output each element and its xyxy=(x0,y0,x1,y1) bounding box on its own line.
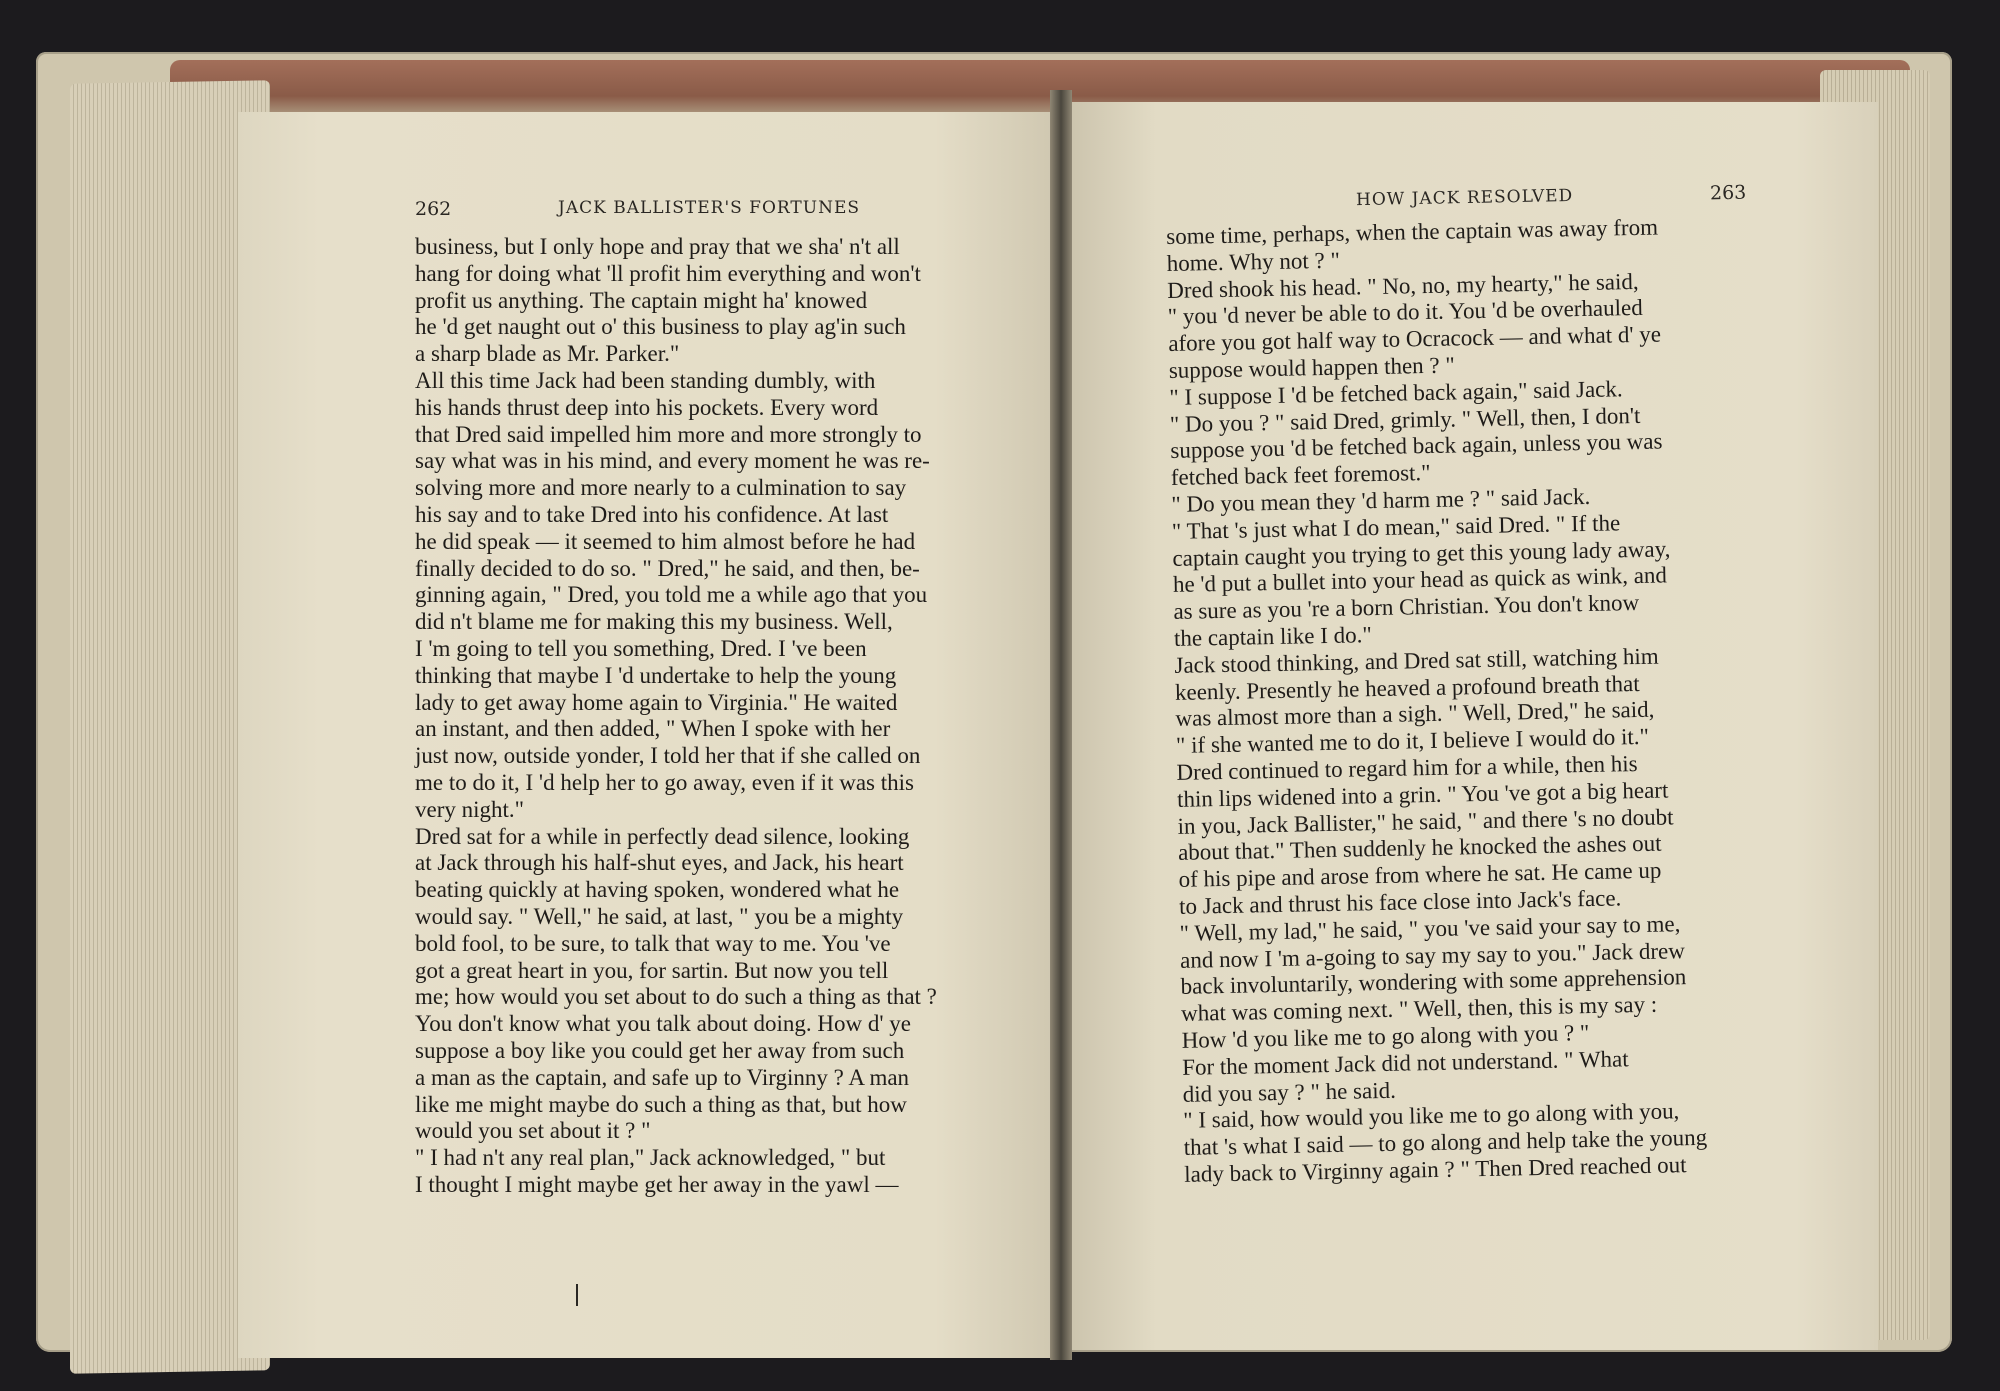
text-line: thin lips widened into a grin. " You 've got a big heart xyxy=(1176,777,1669,812)
text-line: All this time Jack had been standing dumbly, with xyxy=(415,367,876,393)
text-line: business, but I only hope and pray that we sha' n't all xyxy=(415,234,900,259)
text-line: home. Why not ? " xyxy=(1166,247,1341,276)
right-page-text xyxy=(1166,213,1759,1189)
text-line: Dred sat for a while in perfectly dead silence, looking xyxy=(415,823,910,849)
text-line: How 'd you like me to go along with you ? " xyxy=(1181,1019,1590,1053)
text-line: suppose a boy like you could get her away from such xyxy=(415,1037,905,1063)
text-line: lady back to Virginny again ? " Then Dred reached out xyxy=(1184,1152,1687,1187)
text-line: I 'm going to tell you something, Dred. I 've been xyxy=(415,635,867,661)
text-line: " Do you ? " said Dred, grimly. " Well, then, I don't xyxy=(1169,402,1641,437)
text-line: a sharp blade as Mr. Parker." xyxy=(415,341,680,367)
text-line: " you 'd never be able to do it. You 'd be overhauled xyxy=(1167,295,1643,330)
text-line: say what was in his mind, and every moment he was re- xyxy=(415,448,930,474)
text-line: thinking that maybe I 'd undertake to help the young xyxy=(415,662,897,688)
text-line: solving more and more nearly to a culmination to say xyxy=(415,475,907,501)
text-line: would you set about it ? " xyxy=(415,1118,651,1144)
text-line: his hands thrust deep into his pockets. Every word xyxy=(415,394,879,420)
left-page-text xyxy=(415,234,995,1199)
printer-mark xyxy=(576,1284,578,1306)
text-line: did n't blame me for making this my business. Well, xyxy=(415,609,893,635)
text-line: " Well, my lad," he said, " you 've said your say to me, xyxy=(1179,910,1681,946)
text-line: ginning again, " Dred, you told me a while ago that you xyxy=(415,582,928,608)
text-line: the captain like I do." xyxy=(1173,622,1372,651)
text-line: very night." xyxy=(415,796,525,822)
text-line: afore you got half way to Ocracock — and what d' ye xyxy=(1168,321,1662,357)
text-line: he 'd get naught out o' this business to play ag'in such xyxy=(415,314,906,340)
text-line: that 's what I said — to go along and help take the young xyxy=(1183,1124,1708,1160)
text-line: he 'd put a bullet into your head as quick as wink, and xyxy=(1172,562,1668,598)
right-page-number: 263 xyxy=(1709,181,1747,205)
text-line: suppose you 'd be fetched back again, unless you was xyxy=(1170,428,1663,464)
text-line: of his pipe and arose from where he sat. He came up xyxy=(1178,857,1662,893)
text-line: at Jack through his half-shut eyes, and Jack, his heart xyxy=(415,850,904,876)
text-line: You don't know what you talk about doing. How d' ye xyxy=(415,1011,911,1037)
left-page-number: 262 xyxy=(415,198,452,220)
text-line: bold fool, to be sure, to talk that way to me. You 've xyxy=(415,930,891,956)
left-running-head: JACK BALLISTER'S FORTUNES xyxy=(558,198,861,218)
text-line: suppose would happen then ? " xyxy=(1168,352,1455,383)
text-line: captain caught you trying to get this young lady away, xyxy=(1172,535,1671,571)
text-line: back involuntarily, wondering with some apprehension xyxy=(1180,964,1687,1000)
text-line: as sure as you 're a born Christian. You don't know xyxy=(1173,590,1640,625)
text-line: keenly. Presently he heaved a profound breath that xyxy=(1174,670,1640,705)
text-line: about that." Then suddenly he knocked the ashes out xyxy=(1177,830,1662,866)
text-line: would say. " Well," he said, at last, " you be a mighty xyxy=(415,903,904,929)
text-line: what was coming next. " Well, then, this is my say : xyxy=(1180,991,1658,1026)
text-line: Dred shook his head. " No, no, my hearty," he said, xyxy=(1167,268,1639,303)
text-line: and now I 'm a-going to say my say to you." Jack drew xyxy=(1179,937,1686,973)
text-line: an instant, and then added, " When I spoke with her xyxy=(415,716,891,742)
text-line: hang for doing what 'll profit him everything and won't xyxy=(415,260,921,286)
text-line: me to do it, I 'd help her to go away, even if it was this xyxy=(415,769,914,795)
text-line: " I said, how would you like me to go along with you, xyxy=(1182,1098,1680,1134)
text-line: a man as the captain, and safe up to Virginny ? A man xyxy=(415,1064,910,1090)
text-line: " Do you mean they 'd harm me ? " said Jack. xyxy=(1171,483,1591,517)
text-line: beating quickly at having spoken, wondered what he xyxy=(415,877,900,903)
text-line: was almost more than a sigh. " Well, Dred," he said, xyxy=(1175,697,1655,732)
text-line: I thought I might maybe get her away in the yawl — xyxy=(415,1171,899,1197)
text-line: did you say ? " he said. xyxy=(1182,1077,1397,1107)
text-line: " I had n't any real plan," Jack acknowledged, " but xyxy=(415,1145,886,1171)
text-line: to Jack and thrust his face close into Jack's face. xyxy=(1178,885,1622,919)
text-line: he did speak — it seemed to him almost before he had xyxy=(415,528,916,554)
text-line: finally decided to do so. " Dred," he said, and then, be- xyxy=(415,555,920,581)
text-line: lady to get away home again to Virginia." He waited xyxy=(415,689,898,715)
text-line: profit us anything. The captain might ha' knowed xyxy=(415,287,868,313)
text-line: that Dred said impelled him more and more strongly to xyxy=(415,421,922,447)
text-line: " I suppose I 'd be fetched back again," said Jack. xyxy=(1169,376,1623,410)
text-line: Dred continued to regard him for a while, then his xyxy=(1176,750,1638,785)
text-line: " That 's just what I do mean," said Dred. " If the xyxy=(1171,510,1621,544)
text-line: his say and to take Dred into his confidence. At last xyxy=(415,501,889,527)
text-line: like me might maybe do such a thing as that, but how xyxy=(415,1091,907,1117)
text-line: me; how would you set about to do such a thing as that ? xyxy=(415,984,937,1010)
right-running-head: HOW JACK RESOLVED xyxy=(1355,185,1574,211)
text-line: in you, Jack Ballister," he said, " and there 's no doubt xyxy=(1177,803,1674,839)
book-gutter xyxy=(1050,90,1072,1360)
text-line: just now, outside yonder, I told her that if she called on xyxy=(415,743,921,769)
text-line: Jack stood thinking, and Dred sat still, watching him xyxy=(1174,643,1659,678)
text-line: For the moment Jack did not understand. " What xyxy=(1181,1045,1629,1080)
text-line: " if she wanted me to do it, I believe I would do it." xyxy=(1175,723,1650,759)
text-line: some time, perhaps, when the captain was away from xyxy=(1166,214,1659,249)
text-line: fetched back feet foremost." xyxy=(1170,460,1431,491)
text-line: got a great heart in you, for sartin. But now you tell xyxy=(415,957,889,983)
